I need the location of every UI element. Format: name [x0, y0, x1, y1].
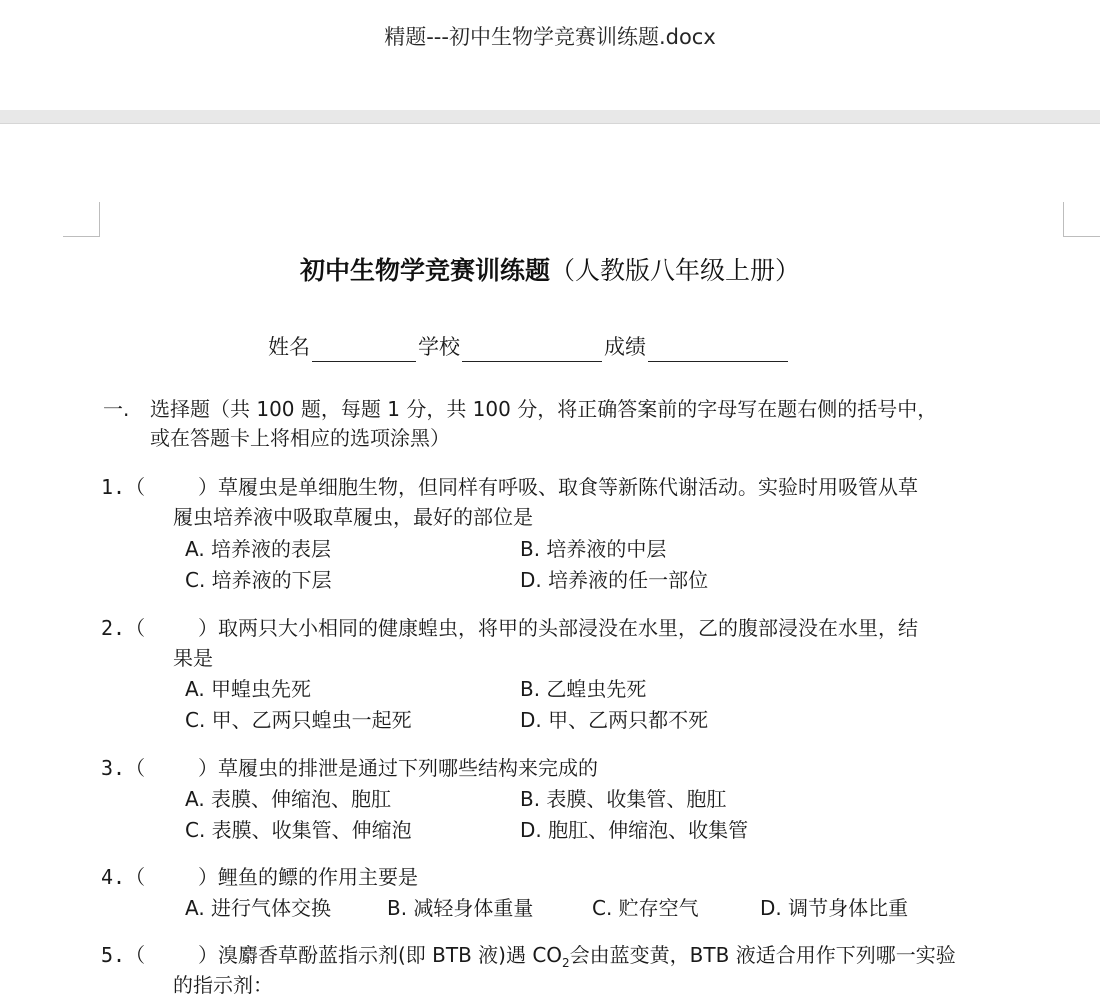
- question-1-option-d: D. 培养液的任一部位: [520, 568, 709, 592]
- question-4-line-1: ）鲤鱼的鳔的作用主要是: [198, 865, 418, 889]
- question-5-line-1-end: 会由蓝变黄，BTB 液适合用作下列哪一实验: [569, 943, 956, 967]
- name-label: 姓名: [268, 335, 310, 359]
- title-suffix-text: （人教版八年级上册）: [550, 256, 801, 285]
- question-1-option-b: B. 培养液的中层: [520, 537, 667, 561]
- question-4-option-b: B. 减轻身体重量: [387, 896, 534, 920]
- section-number: 一.: [103, 397, 130, 421]
- name-blank[interactable]: [312, 337, 416, 362]
- question-4-option-d: D. 调节身体比重: [760, 896, 909, 920]
- question-2-option-c: C. 甲、乙两只蝗虫一起死: [185, 708, 412, 732]
- question-1-line-1: ）草履虫是单细胞生物，但同样有呼吸、取食等新陈代谢活动。实验时用吸管从草: [198, 475, 918, 499]
- question-1-number: 1.（: [101, 475, 146, 499]
- question-1-option-c: C. 培养液的下层: [185, 568, 332, 592]
- question-5-number: 5.（: [101, 943, 146, 967]
- co2-subscript: 2: [562, 956, 570, 970]
- question-3-line-1: ）草履虫的排泄是通过下列哪些结构来完成的: [198, 756, 598, 780]
- question-2-line-1: ）取两只大小相同的健康蝗虫，将甲的头部浸没在水里，乙的腹部浸没在水里，结: [198, 616, 918, 640]
- question-5-line-2: 的指示剂：: [173, 973, 273, 997]
- question-4-option-a: A. 进行气体交换: [185, 896, 332, 920]
- question-2-option-a: A. 甲蝗虫先死: [185, 677, 312, 701]
- document-title: [0, 254, 1100, 288]
- question-3-option-a: A. 表膜、伸缩泡、胞肛: [185, 787, 392, 811]
- question-3-option-d: D. 胞肛、伸缩泡、收集管: [520, 818, 749, 842]
- margin-corner-top-left: [63, 202, 100, 237]
- question-4-number: 4.（: [101, 865, 146, 889]
- student-info-line: [268, 332, 790, 362]
- document-header: [0, 0, 1100, 110]
- question-1-option-a: A. 培养液的表层: [185, 537, 332, 561]
- margin-corner-top-right: [1063, 202, 1100, 237]
- question-2-option-b: B. 乙蝗虫先死: [520, 677, 647, 701]
- section-line-2: 或在答题卡上将相应的选项涂黑）: [150, 426, 450, 450]
- question-5-line-1: [198, 940, 956, 978]
- score-blank[interactable]: [648, 337, 788, 362]
- question-2-number: 2.（: [101, 616, 146, 640]
- school-label: 学校: [418, 335, 460, 359]
- score-label: 成绩: [604, 335, 646, 359]
- question-2-line-2: 果是: [173, 646, 213, 670]
- section-line-1: 选择题（共 100 题，每题 1 分，共 100 分，将正确答案前的字母写在题右侧的括号中，: [150, 397, 938, 421]
- question-4-option-c: C. 贮存空气: [592, 896, 699, 920]
- question-3-option-c: C. 表膜、收集管、伸缩泡: [185, 818, 412, 842]
- title-bold-text: 初中生物学竞赛训练题: [299, 256, 550, 285]
- question-3-option-b: B. 表膜、收集管、胞肛: [520, 787, 727, 811]
- question-2-option-d: D. 甲、乙两只都不死: [520, 708, 709, 732]
- question-3-number: 3.（: [101, 756, 146, 780]
- question-1-line-2: 履虫培养液中吸取草履虫，最好的部位是: [173, 505, 533, 529]
- page-separator: [0, 110, 1100, 124]
- document-page[interactable]: [0, 124, 1100, 997]
- document-file-title: 精题---初中生物学竞赛训练题.docx: [384, 25, 716, 49]
- question-5-line-1-start: ）溴麝香草酚蓝指示剂(即 BTB 液)遇 CO: [198, 943, 563, 967]
- school-blank[interactable]: [462, 337, 602, 362]
